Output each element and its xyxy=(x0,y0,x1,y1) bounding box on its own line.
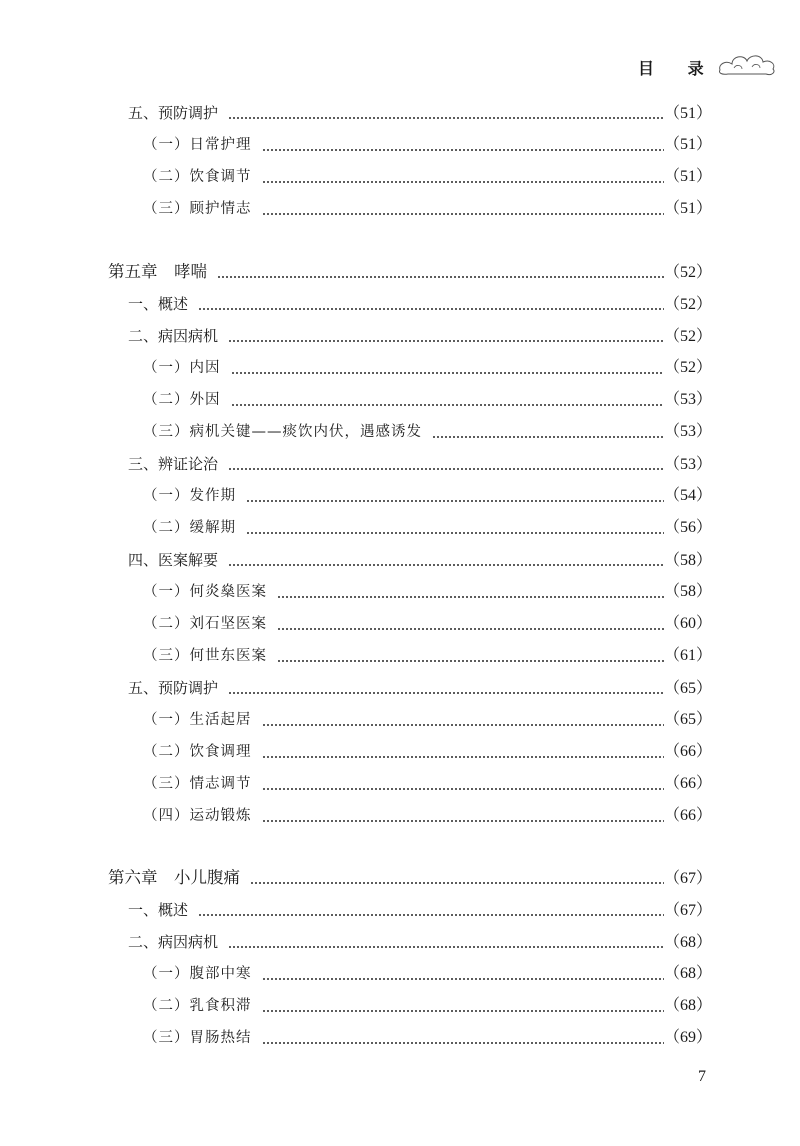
running-header-title: 目 录 xyxy=(638,59,718,78)
dot-leader xyxy=(228,340,664,342)
toc-entry-title: （二）饮食调理 xyxy=(143,744,252,760)
toc-entry xyxy=(143,1026,712,1050)
toc-entry-title: 四、医案解要 xyxy=(128,551,219,569)
toc-entry-page: （61） xyxy=(663,647,712,664)
toc-entry-title: 第六章 小儿腹痛 xyxy=(108,868,240,887)
toc-entry-page: （52） xyxy=(663,328,712,345)
toc-entry-page: （51） xyxy=(663,105,712,122)
toc-entry-page: （67） xyxy=(663,870,712,887)
toc-entry-page: （58） xyxy=(663,583,712,600)
dot-leader xyxy=(277,660,664,662)
dot-leader xyxy=(432,436,664,438)
toc-entry xyxy=(143,420,712,444)
dot-leader xyxy=(228,564,664,566)
toc-entry-title: （四）运动锻炼 xyxy=(143,808,252,824)
toc-entry xyxy=(143,388,712,412)
toc-entry-title: （二）外因 xyxy=(143,392,221,408)
toc-entry xyxy=(128,452,712,476)
toc-entry-page: （65） xyxy=(663,680,712,697)
toc-entry-title: （三）病机关键——痰饮内伏，遇感诱发 xyxy=(143,424,422,440)
dot-leader xyxy=(262,788,664,790)
toc-entry-page: （52） xyxy=(663,296,712,313)
dot-leader xyxy=(277,596,664,598)
dot-leader xyxy=(262,978,664,980)
toc-entry-title: 五、预防调护 xyxy=(128,104,219,122)
toc-entry xyxy=(143,708,712,732)
toc-entry-page: （66） xyxy=(663,807,712,824)
toc-entry xyxy=(128,548,712,572)
toc-entry xyxy=(143,197,712,221)
dot-leader xyxy=(231,372,664,374)
toc-entry xyxy=(128,101,712,125)
toc-entry xyxy=(143,612,712,636)
toc-entry-page: （52） xyxy=(663,359,712,376)
toc-entry xyxy=(128,676,712,700)
toc-entry-title: （二）乳食积滞 xyxy=(143,998,252,1014)
dot-leader xyxy=(262,181,664,183)
toc-entry-page: （65） xyxy=(663,711,712,728)
toc-entry-page: （53） xyxy=(663,456,712,473)
toc-entry-page: （58） xyxy=(663,552,712,569)
toc-entry-page: （53） xyxy=(663,423,712,440)
dot-leader xyxy=(198,914,664,916)
toc-entry xyxy=(143,804,712,828)
dot-leader xyxy=(262,1010,664,1012)
toc-entry-page: （67） xyxy=(663,902,712,919)
toc-entry-title: （一）发作期 xyxy=(143,488,236,504)
dot-leader xyxy=(277,628,664,630)
toc-entry-title: 三、辨证论治 xyxy=(128,455,219,473)
dot-leader xyxy=(217,276,664,278)
toc-entry-title: （一）内因 xyxy=(143,360,221,376)
toc-entry-title: 五、预防调护 xyxy=(128,679,219,697)
toc-entry-title: （一）生活起居 xyxy=(143,712,252,728)
dot-leader xyxy=(262,1042,664,1044)
toc-chapter-entry xyxy=(108,260,712,284)
toc-entry-title: （一）何炎燊医案 xyxy=(143,584,267,600)
dot-leader xyxy=(250,882,664,884)
toc-entry-title: （二）饮食调节 xyxy=(143,169,252,185)
toc-entry-title: （三）胃肠热结 xyxy=(143,1030,252,1046)
toc-entry xyxy=(143,740,712,764)
toc-entry-title: （三）顾护情志 xyxy=(143,201,252,217)
toc-entry-page: （66） xyxy=(663,743,712,760)
toc-entry-title: 二、病因病机 xyxy=(128,327,219,345)
dot-leader xyxy=(246,532,664,534)
toc-entry-page: （68） xyxy=(663,965,712,982)
toc-entry xyxy=(143,644,712,668)
toc-entry-title: （二）刘石坚医案 xyxy=(143,616,267,632)
dot-leader xyxy=(246,500,664,502)
toc-entry-title: 一、概述 xyxy=(128,901,189,919)
toc-entry-page: （66） xyxy=(663,775,712,792)
toc-entry xyxy=(143,516,712,540)
toc-chapter-entry xyxy=(108,866,712,890)
toc-entry-title: （一）腹部中寒 xyxy=(143,966,252,982)
toc-entry xyxy=(143,165,712,189)
toc-entry-page: （54） xyxy=(663,487,712,504)
toc-entry-page: （51） xyxy=(663,136,712,153)
dot-leader xyxy=(262,149,664,151)
toc-entry-title: （三）情志调节 xyxy=(143,776,252,792)
toc-entry xyxy=(128,930,712,954)
toc-entry-title: 一、概述 xyxy=(128,295,189,313)
toc-entry xyxy=(143,772,712,796)
dot-leader xyxy=(228,946,664,948)
page-number: 7 xyxy=(698,1068,706,1085)
toc-entry xyxy=(143,133,712,157)
dot-leader xyxy=(228,468,664,470)
toc-entry xyxy=(143,994,712,1018)
toc-entry-title: 第五章 哮喘 xyxy=(108,262,207,281)
toc-entry-page: （68） xyxy=(663,997,712,1014)
toc-entry xyxy=(143,356,712,380)
dot-leader xyxy=(228,117,664,119)
toc-entry xyxy=(143,484,712,508)
toc-entry xyxy=(128,898,712,922)
toc-entry-page: （53） xyxy=(663,391,712,408)
toc-entry-page: （52） xyxy=(663,264,712,281)
dot-leader xyxy=(231,404,664,406)
toc-entry-page: （69） xyxy=(663,1029,712,1046)
toc-entry-title: 二、病因病机 xyxy=(128,933,219,951)
toc-entry-page: （60） xyxy=(663,615,712,632)
toc-entry-page: （68） xyxy=(663,934,712,951)
toc-entry-page: （51） xyxy=(663,200,712,217)
dot-leader xyxy=(228,692,664,694)
toc-entry xyxy=(128,324,712,348)
dot-leader xyxy=(262,213,664,215)
toc-entry xyxy=(143,962,712,986)
toc-entry-title: （一）日常护理 xyxy=(143,137,252,153)
toc-entry xyxy=(128,292,712,316)
toc-entry xyxy=(143,580,712,604)
toc-entry-page: （56） xyxy=(663,519,712,536)
toc-entry-page: （51） xyxy=(663,168,712,185)
toc-entry-title: （二）缓解期 xyxy=(143,520,236,536)
dot-leader xyxy=(262,756,664,758)
dot-leader xyxy=(262,724,664,726)
dot-leader xyxy=(198,308,664,310)
toc-entry-title: （三）何世东医案 xyxy=(143,648,267,664)
dot-leader xyxy=(262,820,664,822)
